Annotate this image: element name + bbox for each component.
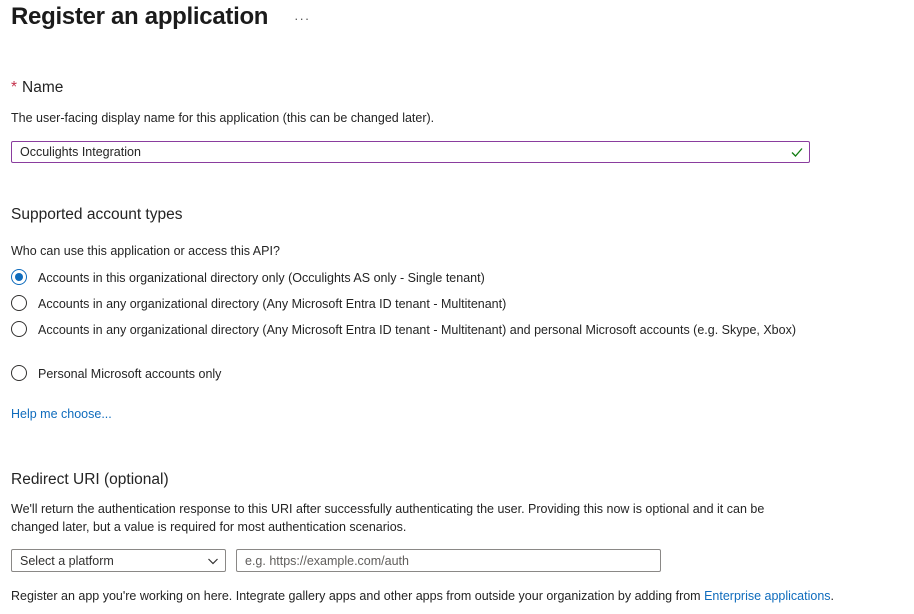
account-type-option-multitenant-personal[interactable] — [11, 321, 808, 339]
radio-button[interactable] — [11, 295, 27, 311]
account-types-heading: Supported account types — [11, 206, 183, 223]
footer-text-suffix: . — [830, 589, 835, 603]
radio-button-selected[interactable] — [11, 269, 27, 285]
account-types-question: Who can use this application or access this API? — [11, 244, 280, 258]
footer-text — [11, 589, 834, 603]
required-marker: * — [11, 79, 18, 96]
account-type-option-multitenant[interactable] — [11, 295, 808, 313]
name-heading-label: Name — [22, 79, 64, 96]
account-type-option-single-tenant[interactable] — [11, 269, 808, 287]
page-title: Register an application — [11, 3, 269, 30]
radio-label: Accounts in this organizational directory only (Occulights AS only - Single tenant) — [38, 271, 485, 285]
chevron-down-icon — [207, 555, 219, 567]
name-heading — [11, 79, 63, 97]
title-row — [11, 3, 310, 31]
help-me-choose-link[interactable]: Help me choose... — [11, 407, 112, 421]
enterprise-applications-link[interactable]: Enterprise applications — [704, 589, 831, 603]
account-type-option-personal-only[interactable] — [11, 365, 808, 383]
footer-text-body: Register an app you're working on here. Integrate gallery apps and other apps from outside your organization by adding from — [11, 589, 705, 603]
radio-label: Personal Microsoft accounts only — [38, 367, 222, 381]
redirect-uri-input[interactable] — [236, 549, 661, 572]
radio-label: Accounts in any organizational directory (Any Microsoft Entra ID tenant - Multitenant) — [38, 297, 507, 311]
radio-dot — [15, 273, 23, 281]
radio-label: Accounts in any organizational directory (Any Microsoft Entra ID tenant - Multitenant) and personal Microsoft accounts (e.g. Skype, Xbox) — [38, 323, 796, 337]
more-options-button[interactable]: ··· — [294, 10, 311, 26]
radio-button[interactable] — [11, 321, 27, 337]
platform-select-value: Select a platform — [20, 553, 114, 568]
checkmark-icon — [790, 145, 804, 159]
name-input-value: Occulights Integration — [20, 145, 141, 159]
radio-button[interactable] — [11, 365, 27, 381]
platform-select[interactable] — [11, 549, 226, 572]
redirect-uri-description: We'll return the authentication response to this URI after successfully authenticating the user. Providing this now is optional and it can be changed later, but a value is required for most authentication scenarios. — [11, 502, 765, 534]
name-input[interactable] — [11, 141, 810, 163]
name-description: The user-facing display name for this application (this can be changed later). — [11, 111, 435, 125]
redirect-uri-heading: Redirect URI (optional) — [11, 471, 169, 488]
